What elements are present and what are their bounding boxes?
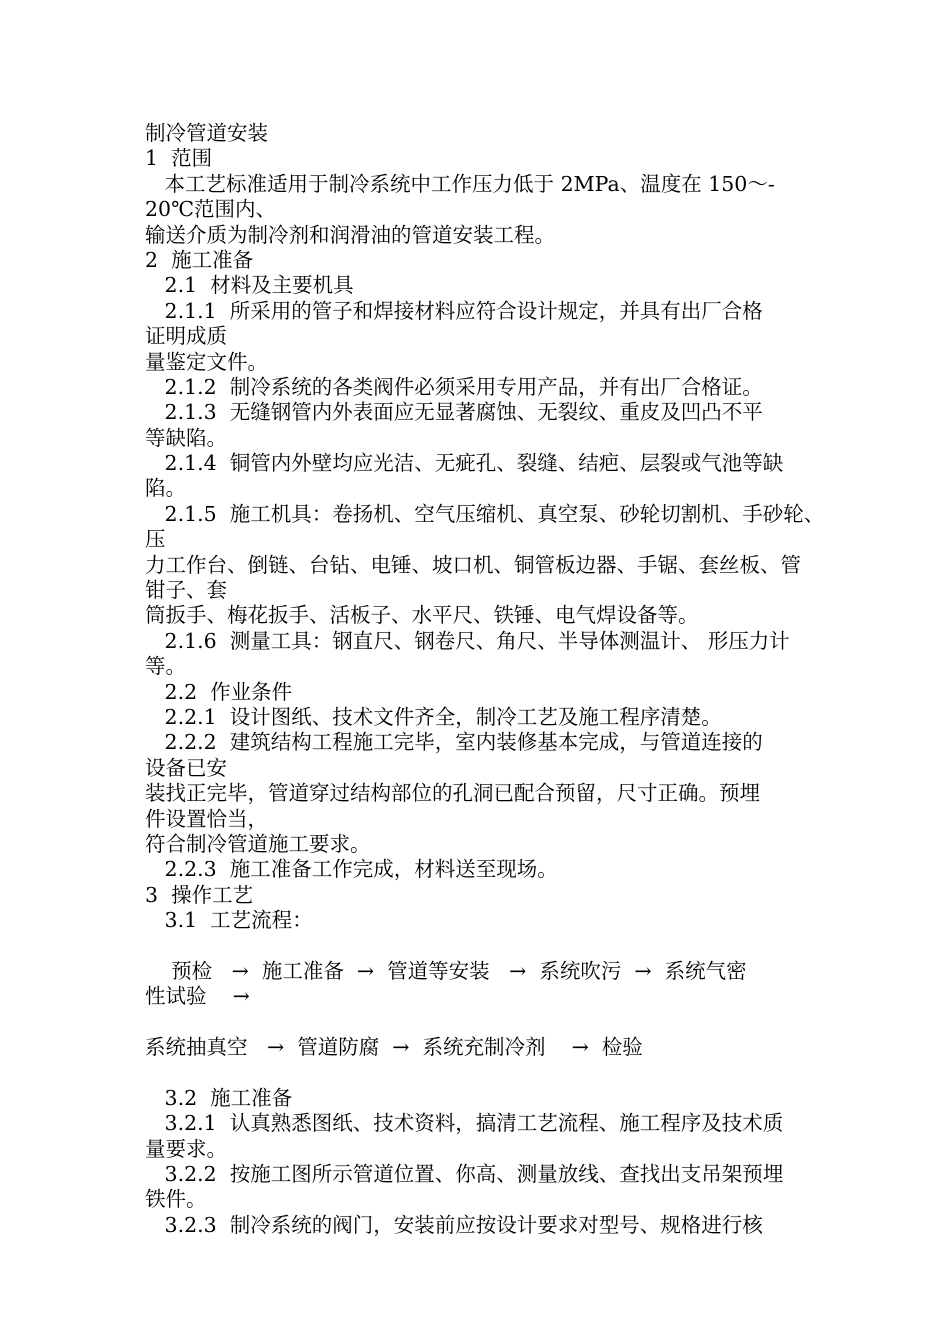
text-line: 2.1.2 制冷系统的各类阀件必须采用专用产品，并有出厂合格证。 [145, 374, 763, 399]
text-line: 等。 [145, 654, 186, 679]
document-body [145, 121, 825, 1238]
blank-line [145, 1010, 817, 1035]
text-line: 2 施工准备 [145, 247, 254, 272]
text-line: 3.1 工艺流程： [145, 908, 313, 933]
text-line: 2.1.1 所采用的管子和焊接材料应符合设计规定，并具有出厂合格 [145, 298, 763, 323]
text-line: 证明成质 [145, 324, 227, 349]
text-line: 筒扳手、梅花扳手、活板子、水平尺、铁锤、电气焊设备等。 [145, 603, 699, 628]
text-block-preparation [145, 146, 825, 933]
text-line: 2.1.3 无缝钢管内外表面应无显著腐蚀、无裂纹、重皮及凹凸不平 [145, 400, 763, 425]
text-line: 2.1.6 测量工具：钢直尺、钢卷尺、角尺、半导体测温计、 形压力计 [145, 628, 790, 653]
text-line: 2.1.5 施工机具：卷扬机、空气压缩机、真空泵、砂轮切割机、手砂轮、 [145, 501, 825, 526]
blank-line [145, 934, 817, 959]
flow-line-2: 性试验 → [145, 984, 250, 1009]
text-line: 3 操作工艺 [145, 882, 254, 907]
text-line: 2.1 材料及主要机具 [145, 273, 354, 298]
text-line: 装找正完毕，管道穿过结构部位的孔洞已配合预留，尺寸正确。预埋 [145, 781, 760, 806]
text-line: 本工艺标准适用于制冷系统中工作压力低于 2MPa、温度在 150～- [145, 171, 775, 196]
text-line: 2.2.3 施工准备工作完成，材料送至现场。 [145, 857, 558, 882]
text-line: 2.2.2 建筑结构工程施工完毕，室内装修基本完成，与管道连接的 [145, 730, 763, 755]
text-line: 20℃范围内、 [145, 197, 277, 222]
text-line: 2.2 作业条件 [145, 679, 293, 704]
text-line: 件设置恰当， [145, 806, 268, 831]
text-line: 等缺陷。 [145, 425, 227, 450]
flow-line-3: 系统抽真空 → 管道防腐 → 系统充制冷剂 → 检验 [145, 1035, 643, 1060]
text-line: 3.2.3 制冷系统的阀门，安装前应按设计要求对型号、规格进行核 [145, 1212, 763, 1237]
text-line: 1 范围 [145, 146, 213, 171]
text-line: 3.2.2 按施工图所示管道位置、你高、测量放线、查找出支吊架预埋 [145, 1162, 784, 1187]
text-line: 2.1.4 铜管内外壁均应光洁、无疵孔、裂缝、结疤、层裂或气池等缺 [145, 451, 784, 476]
text-line: 压 [145, 527, 166, 552]
text-line: 2.2.1 设计图纸、技术文件齐全，制冷工艺及施工程序清楚。 [145, 704, 722, 729]
document-title: 制冷管道安装 [145, 121, 268, 145]
text-line: 铁件。 [145, 1187, 207, 1212]
text-line: 3.2 施工准备 [145, 1085, 293, 1110]
text-line: 设备已安 [145, 755, 227, 780]
text-line: 输送介质为制冷剂和润滑油的管道安装工程。 [145, 222, 555, 247]
text-line: 力工作台、倒链、台钻、电锤、坡口机、铜管板边器、手锯、套丝板、管 [145, 552, 801, 577]
blank-line [145, 1060, 817, 1085]
flow-line-1: 预检 → 施工准备 → 管道等安装 → 系统吹污 → 系统气密 [145, 958, 747, 983]
text-block-construction-prep [145, 1086, 817, 1238]
text-line: 符合制冷管道施工要求。 [145, 831, 371, 856]
text-line: 钳子、套 [145, 578, 227, 603]
text-line: 量鉴定文件。 [145, 349, 268, 374]
text-line: 陷。 [145, 476, 186, 501]
text-line: 量要求。 [145, 1136, 227, 1161]
text-line: 3.2.1 认真熟悉图纸、技术资料，搞清工艺流程、施工程序及技术质 [145, 1111, 784, 1136]
